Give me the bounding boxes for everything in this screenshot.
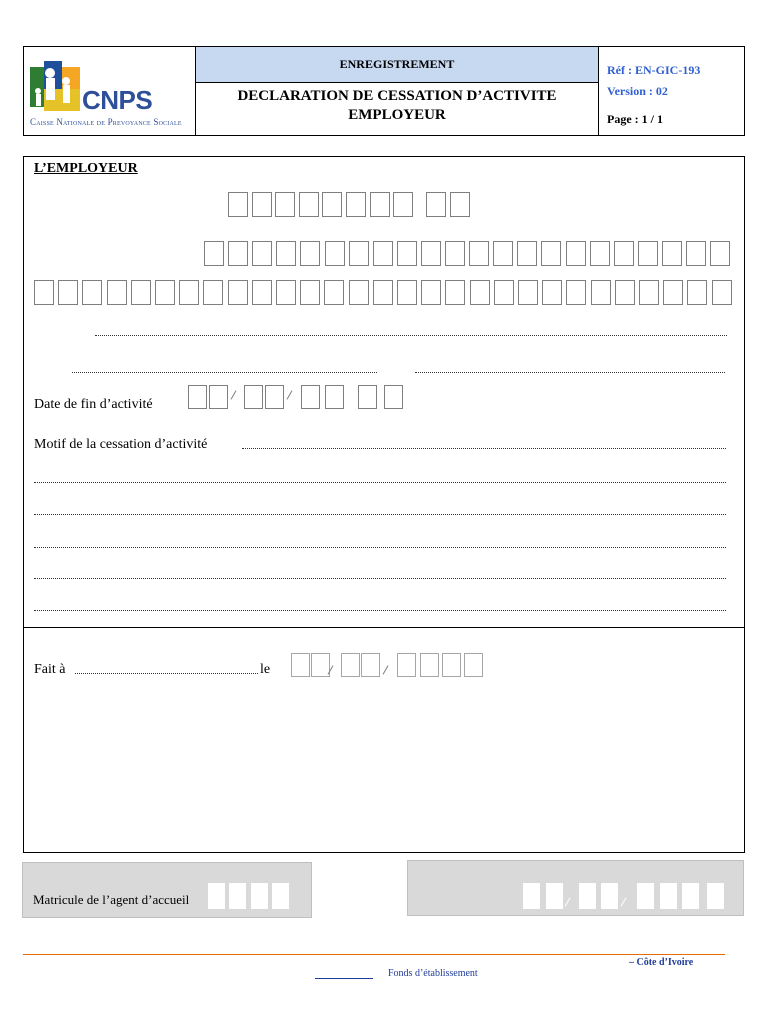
reception-date-box-digit[interactable]: [523, 883, 540, 909]
address-line[interactable]: [95, 335, 727, 336]
place-line[interactable]: [75, 673, 258, 674]
reception-date-box: [407, 860, 744, 916]
char-box[interactable]: [710, 241, 730, 266]
char-box[interactable]: [179, 280, 199, 305]
char-box[interactable]: [252, 241, 272, 266]
date-digit-box[interactable]: [442, 653, 461, 677]
date-separator-slash: [621, 897, 627, 906]
char-box[interactable]: [639, 280, 659, 305]
reason-line-1[interactable]: [242, 448, 726, 449]
reception-date-box-digit[interactable]: [601, 883, 618, 909]
char-box[interactable]: [614, 241, 634, 266]
reason-label: Motif de la cessation d’activité: [34, 437, 208, 452]
date-digit-box[interactable]: [325, 385, 344, 409]
char-box[interactable]: [590, 241, 610, 266]
char-box[interactable]: [373, 280, 393, 305]
reference-cell: [599, 47, 744, 135]
reception-date-box-digit[interactable]: [707, 883, 724, 909]
reception-date-box-digit[interactable]: [546, 883, 563, 909]
title-line-2: EMPLOYEUR: [348, 107, 446, 123]
logo-cell: [24, 47, 196, 135]
char-box[interactable]: [228, 192, 248, 217]
date-digit-box[interactable]: [291, 653, 310, 677]
reason-line-2[interactable]: [34, 482, 726, 483]
char-box[interactable]: [275, 192, 295, 217]
char-box[interactable]: [566, 241, 586, 266]
char-box[interactable]: [322, 192, 342, 217]
document-title: [196, 87, 598, 125]
char-box[interactable]: [276, 241, 296, 266]
city-line[interactable]: [72, 372, 377, 373]
reason-line-6[interactable]: [34, 610, 726, 611]
footer-rule: [23, 954, 725, 955]
date-digit-box[interactable]: [464, 653, 483, 677]
date-digit-box[interactable]: [244, 385, 263, 409]
char-box[interactable]: [324, 280, 344, 305]
title-cell: [196, 47, 599, 135]
reception-date-box-digit[interactable]: [579, 883, 596, 909]
agent-id-box[interactable]: [229, 883, 246, 909]
reason-line-4[interactable]: [34, 547, 726, 548]
char-box[interactable]: [445, 280, 465, 305]
char-box[interactable]: [131, 280, 151, 305]
char-box[interactable]: [421, 280, 441, 305]
date-digit-box[interactable]: [384, 385, 403, 409]
char-box[interactable]: [346, 192, 366, 217]
page-number: Page : 1 / 1: [607, 112, 663, 126]
place-label: Fait à: [34, 662, 66, 677]
char-box[interactable]: [34, 280, 54, 305]
char-box[interactable]: [450, 192, 470, 217]
reason-line-3[interactable]: [34, 514, 726, 515]
reason-line-5[interactable]: [34, 578, 726, 579]
char-box[interactable]: [300, 280, 320, 305]
end-date-label: Date de fin d’activité: [34, 397, 153, 412]
footer-country: – Côte d’Ivoire: [629, 957, 694, 968]
char-box[interactable]: [204, 241, 224, 266]
char-box[interactable]: [228, 241, 248, 266]
reference-code: Réf : EN-GIC-193: [607, 63, 701, 77]
char-box[interactable]: [517, 241, 537, 266]
reception-date-box-digit[interactable]: [637, 883, 654, 909]
document-header: [23, 46, 745, 136]
char-box[interactable]: [397, 280, 417, 305]
char-box[interactable]: [421, 241, 441, 266]
char-box[interactable]: [325, 241, 345, 266]
date-digit-box[interactable]: [209, 385, 228, 409]
char-box[interactable]: [541, 241, 561, 266]
char-box[interactable]: [469, 241, 489, 266]
char-box[interactable]: [252, 192, 272, 217]
char-box[interactable]: [542, 280, 562, 305]
date-digit-box[interactable]: [397, 653, 416, 677]
date-digit-box[interactable]: [358, 385, 377, 409]
char-box[interactable]: [494, 280, 514, 305]
employer-heading: L’EMPLOYEUR: [34, 161, 138, 176]
title-line-1: DECLARATION DE CESSATION D’ACTIVITE: [237, 88, 557, 104]
char-box[interactable]: [349, 280, 369, 305]
footer-underline: [315, 978, 373, 979]
char-box[interactable]: [687, 280, 707, 305]
char-box[interactable]: [370, 192, 390, 217]
date-digit-box[interactable]: [361, 653, 380, 677]
char-box[interactable]: [686, 241, 706, 266]
char-box[interactable]: [663, 280, 683, 305]
char-box[interactable]: [107, 280, 127, 305]
char-box[interactable]: [615, 280, 635, 305]
char-box[interactable]: [228, 280, 248, 305]
char-box[interactable]: [470, 280, 490, 305]
date-digit-box[interactable]: [188, 385, 207, 409]
form-divider: [23, 627, 745, 628]
date-separator-slash: [565, 897, 571, 906]
logo-text: CNPS: [82, 85, 153, 115]
version-number: Version : 02: [607, 84, 668, 98]
char-box[interactable]: [397, 241, 417, 266]
agent-id-box[interactable]: [272, 883, 289, 909]
reception-date-box-digit[interactable]: [682, 883, 699, 909]
char-box[interactable]: [662, 241, 682, 266]
date-digit-box[interactable]: [341, 653, 360, 677]
char-box[interactable]: [58, 280, 78, 305]
char-box[interactable]: [276, 280, 296, 305]
date-label: le: [260, 662, 271, 677]
reception-date-box-digit[interactable]: [660, 883, 677, 909]
agent-id-box[interactable]: [208, 883, 225, 909]
char-box[interactable]: [445, 241, 465, 266]
cnps-logo-icon: [30, 61, 82, 115]
phone-line[interactable]: [415, 372, 725, 373]
agent-box: [22, 862, 312, 918]
char-box[interactable]: [155, 280, 175, 305]
footer-fonds: Fonds d’établissement: [388, 968, 478, 979]
logo-subtitle: Caisse Nationale de Prevoyance Sociale: [30, 117, 182, 127]
date-digit-box[interactable]: [265, 385, 284, 409]
char-box[interactable]: [300, 241, 320, 266]
char-box[interactable]: [252, 280, 272, 305]
char-box[interactable]: [393, 192, 413, 217]
char-box[interactable]: [493, 241, 513, 266]
section-label: ENREGISTREMENT: [196, 47, 598, 83]
char-box[interactable]: [426, 192, 446, 217]
date-digit-box[interactable]: [420, 653, 439, 677]
char-box[interactable]: [712, 280, 732, 305]
char-box[interactable]: [591, 280, 611, 305]
char-box[interactable]: [82, 280, 102, 305]
agent-id-box[interactable]: [251, 883, 268, 909]
char-box[interactable]: [518, 280, 538, 305]
agent-label: Matricule de l’agent d’accueil: [33, 892, 190, 907]
char-box[interactable]: [299, 192, 319, 217]
char-box[interactable]: [566, 280, 586, 305]
date-digit-box[interactable]: [301, 385, 320, 409]
char-box[interactable]: [373, 241, 393, 266]
char-box[interactable]: [638, 241, 658, 266]
char-box[interactable]: [203, 280, 223, 305]
char-box[interactable]: [349, 241, 369, 266]
